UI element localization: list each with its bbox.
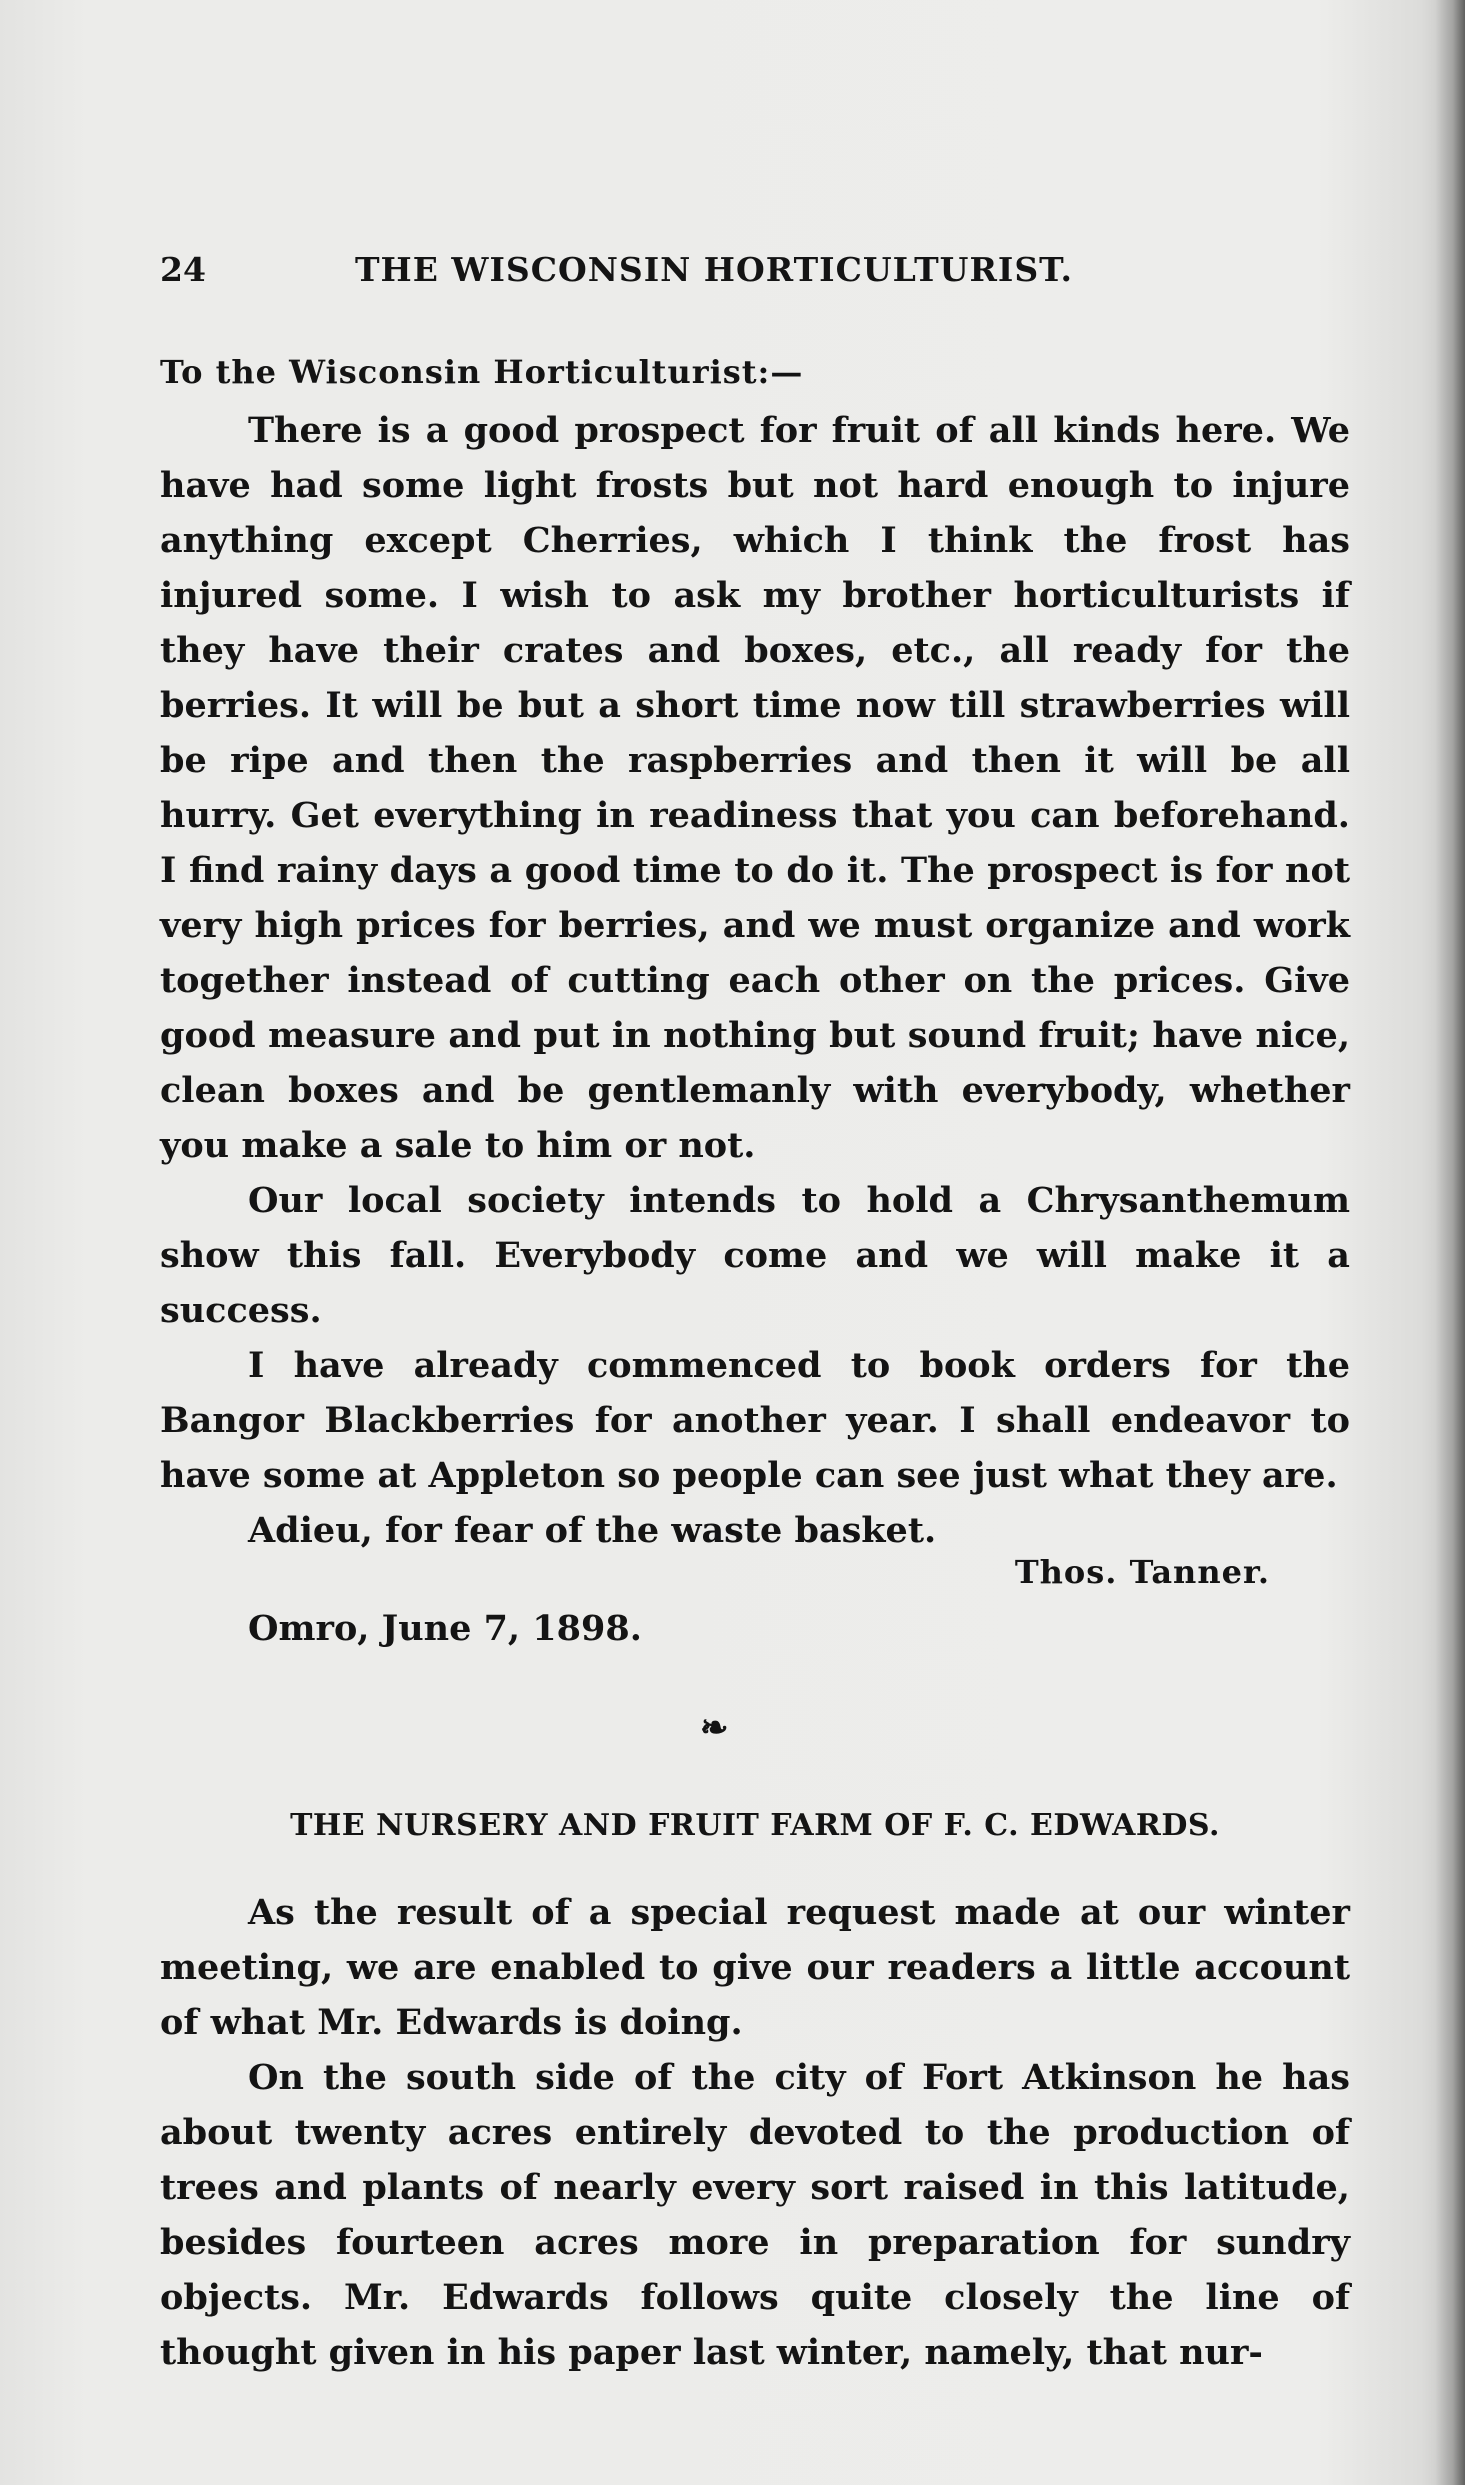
letter-paragraph: There is a good prospect for fruit of all kinds here. We have had some light frosts but not hard enough to injure anything except Cherries, which I think the frost has injured some. I wish to ask my brother horticulturists if they have their crates and boxes, etc., all ready for the berries. It will be but a short time now till strawberries will be ripe and then the raspberries and then it will be all hurry. Get everything in readiness that you can beforehand. I find rainy days a good time to do it. The prospect is for not very high prices for berries, and we must organize and work together instead of cutting each other on the prices. Give good measure and put in nothing but sound fruit; have nice, clean boxes and be gentlemanly with everybody, whether you make a sale to him or not. xyxy=(160,410,1350,1166)
letter-paragraph: Adieu, for fear of the waste basket. xyxy=(248,1510,937,1551)
letter-salutation: To the Wisconsin Horticulturist:— xyxy=(160,353,804,391)
article-paragraph: As the result of a special request made at our winter meeting, we are enabled to give our readers a little account of what Mr. Edwards is doing. xyxy=(160,1892,1350,2043)
letter-dateline: Omro, June 7, 1898. xyxy=(248,1608,642,1649)
letter-signature: Thos. Tanner. xyxy=(1014,1553,1270,1591)
article-body xyxy=(160,1885,1350,2380)
section-ornament-icon: ❧ xyxy=(700,1708,729,1748)
letter-paragraph: I have already commenced to book orders for the Bangor Blackberries for another year. I shall endeavor to have some at Appleton so people can see just what they are. xyxy=(160,1345,1350,1496)
letter-body xyxy=(160,403,1350,1558)
article-title: THE NURSERY AND FRUIT FARM OF F. C. EDWARDS. xyxy=(290,1808,1220,1843)
article-paragraph: On the south side of the city of Fort Atkinson he has about twenty acres entirely devoted to the production of trees and plants of nearly every sort raised in this latitude, besides fourteen acres more in preparation for sundry objects. Mr. Edwards follows quite closely the line of thought given in his paper last winter, namely, that nur- xyxy=(160,2057,1350,2373)
running-header xyxy=(160,250,1350,300)
running-title: THE WISCONSIN HORTICULTURIST. xyxy=(355,250,1073,289)
page-number: 24 xyxy=(160,250,206,289)
letter-paragraph: Our local society intends to hold a Chrysanthemum show this fall. Everybody come and we will make it a success. xyxy=(160,1180,1350,1331)
page-binding-shadow xyxy=(1435,0,1465,2485)
